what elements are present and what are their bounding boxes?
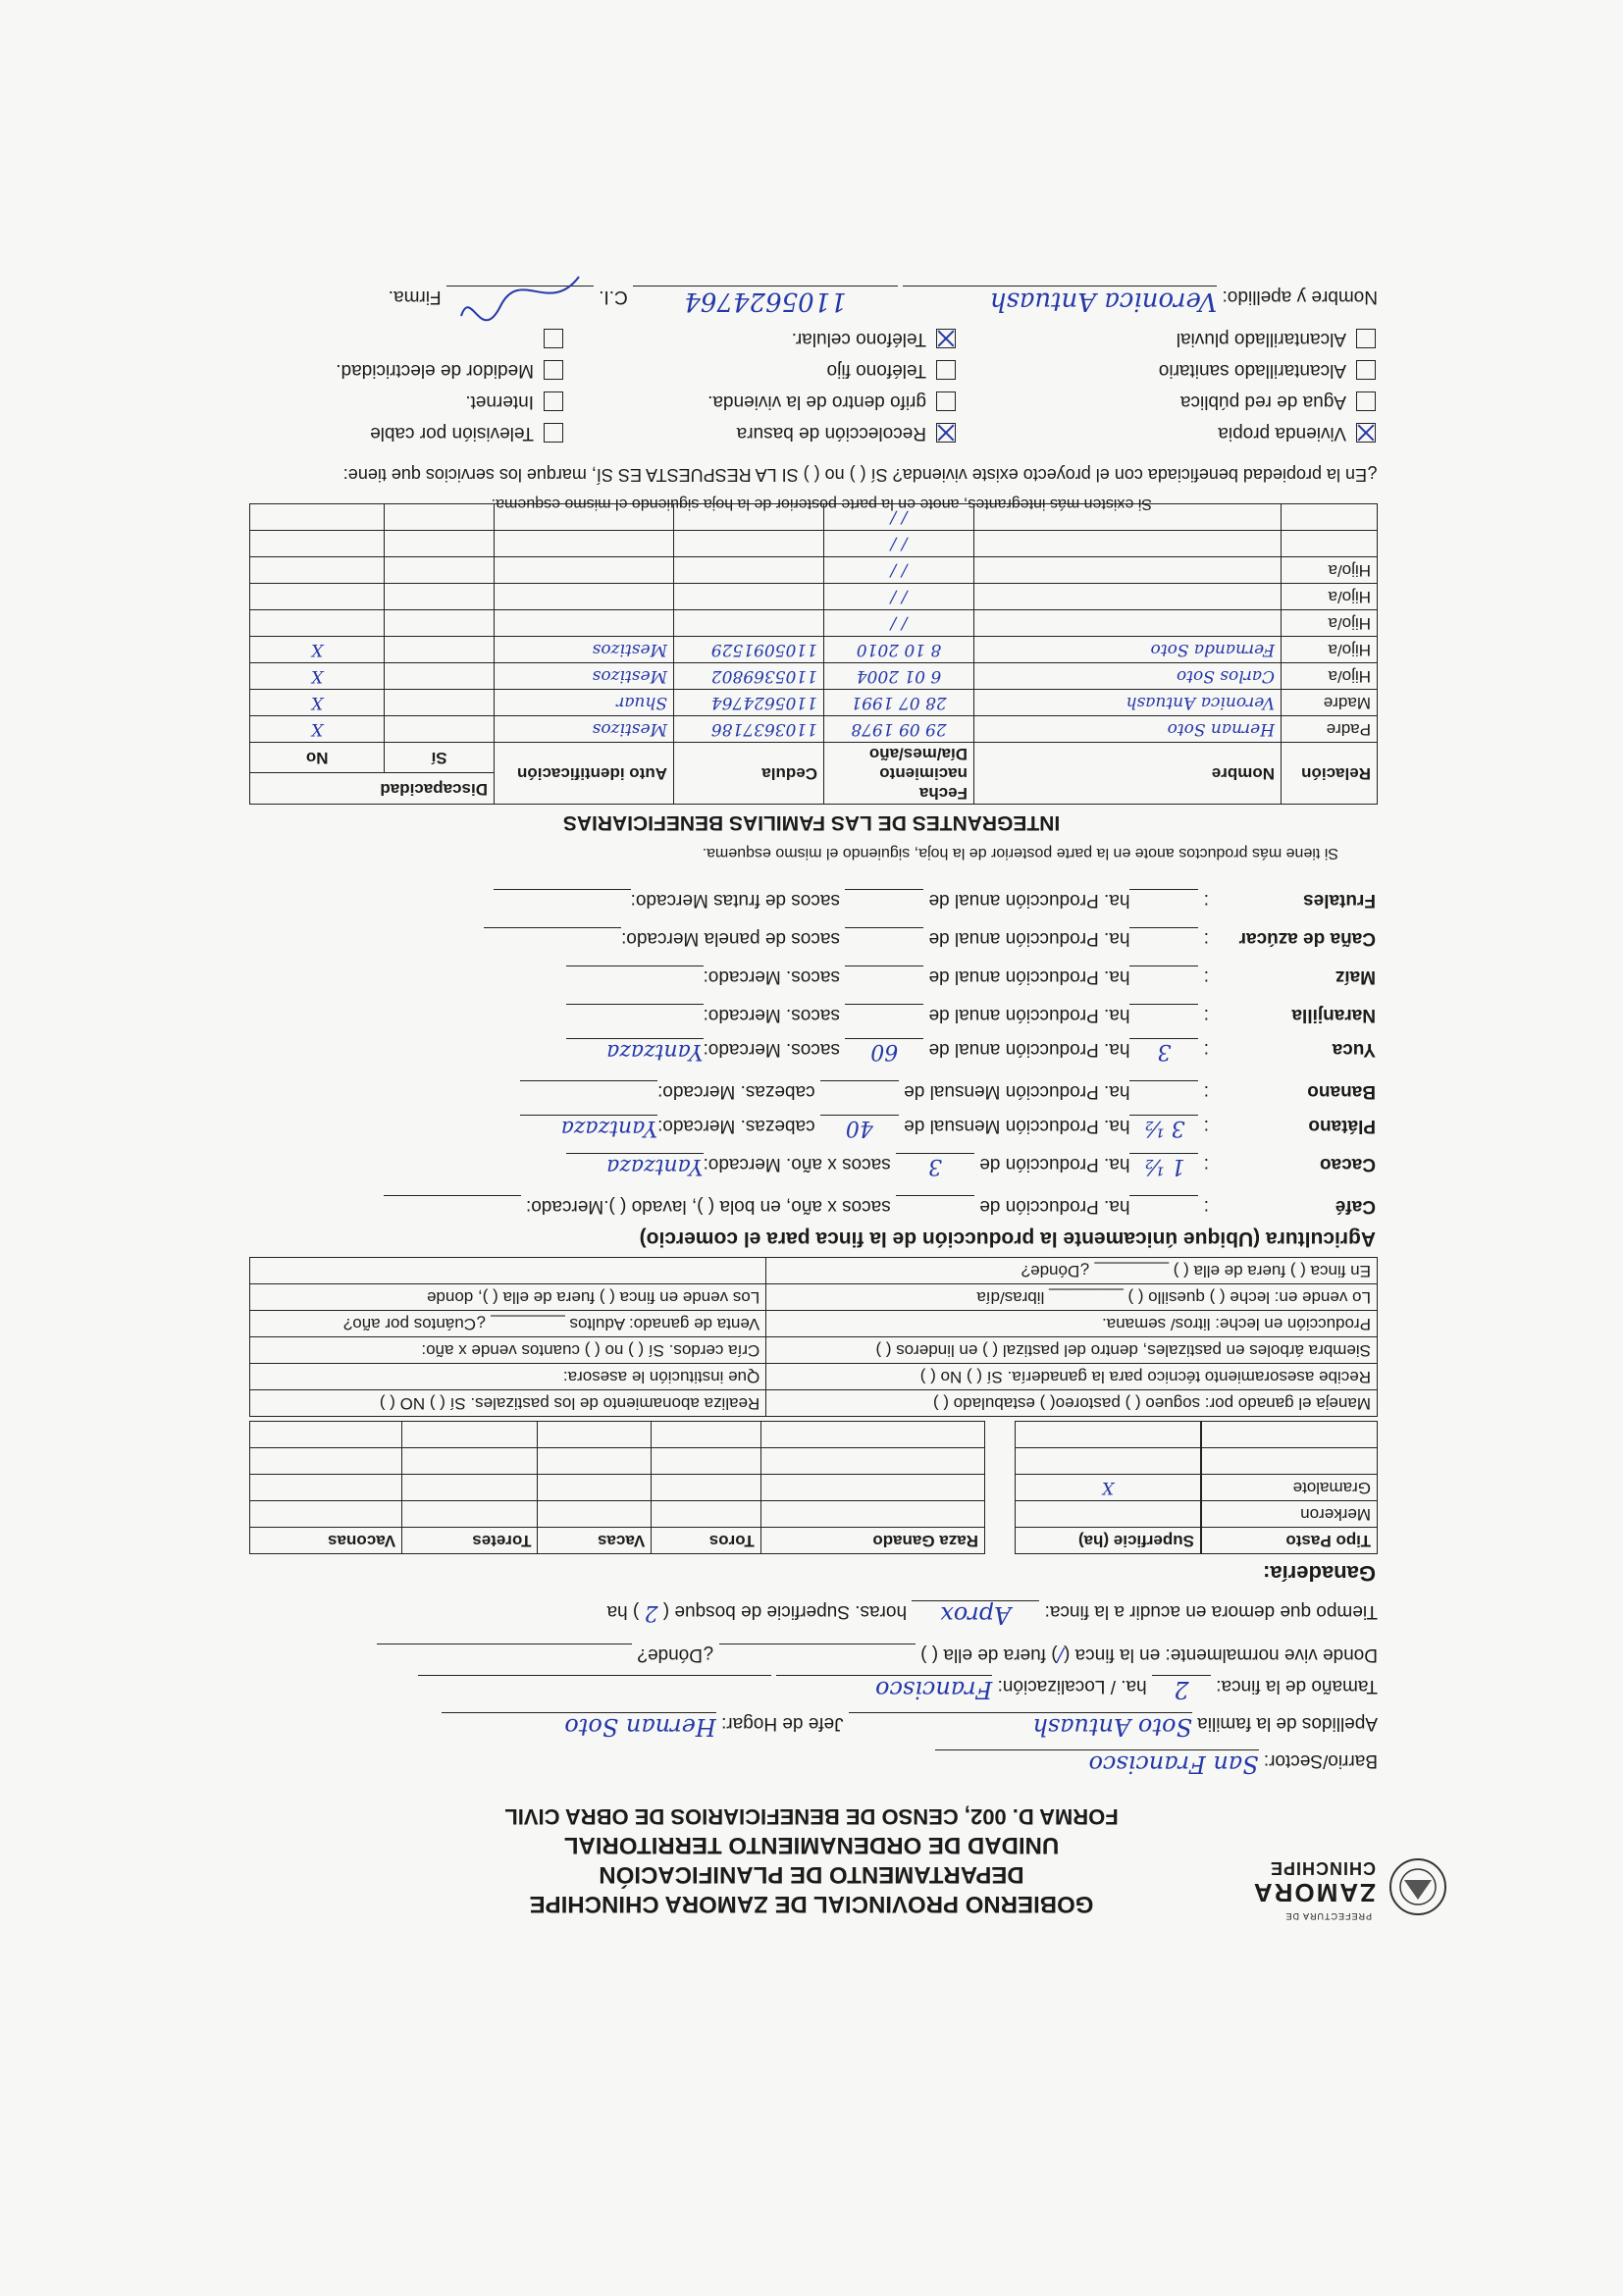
integrante-rel: Hijo/a [1282,610,1378,637]
table-row [250,1284,1378,1311]
table-row [250,584,1378,610]
servicio-item[interactable] [1177,328,1376,349]
table-row [1202,1501,1378,1528]
raza-table [249,1421,985,1554]
servicio-label: Alcantarillado sanitario [1158,360,1346,381]
crop-unit: sacos x año, en bola ( ), lavado ( ).Mercado: [525,1196,891,1217]
tamano-line [418,1675,1378,1703]
integrante-fecha[interactable]: / / [824,531,974,557]
table-cell[interactable]: X [1016,1475,1201,1501]
tiempo-value[interactable]: Aprox [912,1600,1039,1629]
crop-name: Caña de azúcar [1238,928,1376,949]
servicio-item[interactable] [465,391,563,412]
integrante-auto[interactable]: Shuar [495,690,674,716]
leche-cell[interactable]: Producción en leche: litros/ semana. [766,1311,1378,1337]
ha-label: ha. / Localización: [997,1676,1147,1696]
crop-text: ha. Producción anual de [928,928,1130,949]
integrante-fecha[interactable]: / / [824,584,974,610]
crop-unit: sacos. [786,966,840,987]
crop-unit: sacos x año. [786,1154,891,1174]
integrante-rel [1282,504,1378,531]
crop-mercado-label: Mercado: [703,1005,781,1025]
institucion-cell[interactable]: Que institución le asesora: [250,1364,766,1390]
header-unit: UNIDAD DE ORDENAMIENTO TERRITORIAL [563,1832,1060,1858]
integrante-cedula[interactable]: 1103637186 [674,716,824,743]
crop-mercado[interactable] [384,1195,521,1196]
vende-finca-cell[interactable]: Los vende en finca ( ) fuera de ella ( ), donde [250,1284,766,1311]
checkbox[interactable] [936,329,956,348]
table-cell [1202,1422,1378,1448]
table-header: Cedula [674,743,824,805]
crop-unit: sacos. [786,1039,840,1060]
logo-name-1: ZAMORA [1251,1878,1376,1907]
crop-unit: sacos. [786,1005,840,1025]
servicio-item[interactable] [1218,422,1376,444]
crop-name: Naranjilla [1291,1005,1376,1025]
table-header: Raza Ganado [760,1528,984,1554]
servicio-label: Teléfono celular. [791,329,926,349]
crop-unit: sacos de frutas [713,890,840,911]
servicio-item[interactable] [707,391,956,412]
crop-mercado-label: Mercado: [657,1116,736,1136]
apellidos-line [442,1712,1378,1741]
integrante-no[interactable]: X [250,716,385,743]
integrante-rel: Hijo/a [1282,663,1378,690]
ha-end: ) ha [606,1601,640,1622]
crop-qty[interactable] [820,1080,899,1081]
integrante-rel: Madre [1282,690,1378,716]
table-row [1202,1475,1378,1501]
checkbox[interactable] [544,423,563,443]
tiempo-line [607,1600,1378,1629]
servicio-label: Televisión por cable [370,423,534,444]
crop-text: ha. Producción anual de [928,966,1130,987]
signature-mark [451,267,589,326]
table-row [250,663,1378,690]
servicio-item[interactable] [534,328,563,349]
checkbox[interactable] [1356,360,1376,380]
pasto-table [1201,1421,1378,1554]
integrante-no[interactable] [250,584,385,610]
crop-unit: cabezas. [740,1081,815,1102]
servicio-label: Alcantarillado pluvial [1176,329,1346,349]
crop-qty[interactable]: 3 [896,1153,974,1178]
table-row [1016,1422,1201,1448]
checkbox[interactable] [936,360,956,380]
table-cell[interactable] [1016,1448,1201,1475]
table-row [1202,1448,1378,1475]
table-row [1202,1422,1378,1448]
crop-mercado[interactable] [484,927,621,928]
crop-mercado[interactable]: Yantzaza [566,1153,704,1178]
integrante-nombre[interactable] [974,610,1282,637]
localizacion-value[interactable]: Francisco [776,1675,992,1703]
integrante-auto[interactable]: Mestizos [495,716,674,743]
integrante-auto[interactable] [495,531,674,557]
localizacion-extra-line [418,1675,771,1676]
asesoramiento-cell[interactable]: Recibe asesoramiento técnico para la ganadería. Sí ( ) No ( ) [766,1364,1378,1390]
crop-name: Plátano [1308,1116,1376,1136]
integrante-si[interactable] [385,584,495,610]
table-header: No [250,743,385,774]
ganaderia-title: Ganadería: [1263,1561,1376,1586]
header-org: GOBIERNO PROVINCIAL DE ZAMORA CHINCHIPE [529,1891,1094,1917]
servicios-question: ¿En la propiedad beneficiada con el proyecto existe vivienda? Sí ( ) no ( ) SI LA RESPUESTA ES SÍ, marque los servicios que tiene: [342,465,1378,485]
arboles-cell[interactable]: Siembra árboles en pastizales, dentro del pastizal ( ) en linderos ( ) [766,1337,1378,1364]
integrante-si[interactable] [385,610,495,637]
integrante-cedula[interactable] [674,610,824,637]
integrante-nombre[interactable]: Veronica Antuash [974,690,1282,716]
table-row [1202,1528,1378,1554]
table-row [250,1364,1378,1390]
table-row [250,1448,985,1475]
manejo-cell[interactable]: Maneja el ganado por: sogueo ( ) pastoreo( ) estabulado ( ) [766,1390,1378,1417]
crop-mercado[interactable] [566,965,704,966]
integrante-rel: Padre [1282,716,1378,743]
venta-ganado-cell[interactable]: Venta de ganado: Adultos ________ ¿Cuántos por año? [250,1311,766,1337]
integrante-cedula[interactable] [674,584,824,610]
integrante-nombre[interactable]: Carlos Soto [974,663,1282,690]
table-header: Nombre [974,743,1282,805]
crop-mercado[interactable] [520,1080,657,1081]
apellidos-label: Apellidos de la familia [1197,1713,1378,1734]
table-row [250,1422,985,1448]
crop-qty[interactable] [845,927,923,928]
table-cell[interactable] [1016,1422,1201,1448]
table-row [250,1528,985,1554]
table-row [1016,1528,1201,1554]
servicio-label: grifo dentro de la vivienda. [707,391,926,412]
agricultura-title: Agricultura (Ubique únicamente la producción de la finca para el comercio) [639,1227,1376,1250]
integrante-nombre[interactable]: Fernanda Soto [974,637,1282,663]
crop-text: ha. Producción anual de [928,1039,1130,1060]
crop-name: Yuca [1332,1039,1376,1060]
servicio-item[interactable] [1180,391,1376,412]
integrante-rel: Hijo/a [1282,557,1378,584]
table-row [250,637,1378,663]
servicio-item[interactable] [1159,359,1376,381]
crop-mercado-label: Mercado: [621,928,700,949]
crop-mercado[interactable]: Yantzaza [566,1038,704,1064]
table-row [250,1390,1378,1417]
checkbox[interactable] [936,423,956,443]
integrante-no[interactable]: X [250,690,385,716]
servicio-label: Teléfono fijo [826,360,926,381]
table-header: Superficie (ha) [1016,1528,1201,1554]
integrante-fecha[interactable]: 8 10 2010 [824,637,974,663]
barrio-value[interactable]: San Francisco [935,1749,1259,1778]
ci-label: C.I. [599,287,628,307]
servicio-label: Vivienda propia [1218,423,1346,444]
crop-mercado-label: Mercado: [703,1154,781,1174]
cerdos-cell[interactable]: Cría cerdos. Sí ( ) no ( ) cuantos vende x año: [250,1337,766,1364]
horas-label: horas. Superficie de bosque ( [662,1601,908,1622]
integrante-fecha[interactable]: / / [824,610,974,637]
checkbox[interactable] [544,360,563,380]
crop-qty[interactable] [896,1195,974,1196]
crop-mercado[interactable] [494,889,631,890]
crop-text: ha. Producción anual de [928,1005,1130,1025]
donde-label: ¿Dónde? [637,1644,714,1665]
table-row [250,610,1378,637]
integrante-no[interactable] [250,557,385,584]
nombre-value[interactable]: Veronica Antuash [903,286,1217,316]
servicio-item[interactable] [792,328,956,349]
table-cell: Merkeron [1202,1501,1378,1528]
crop-row: Frutales: ha. Producción anual de sacos de frutas Mercado: [494,889,1376,911]
crop-name: Banano [1307,1081,1376,1102]
integrante-si[interactable] [385,637,495,663]
logo-top-text: PREFECTURA DE [1284,1911,1372,1921]
crop-text: ha. Producción anual de [928,890,1130,911]
integrante-cedula[interactable] [674,557,824,584]
servicio-item[interactable] [370,422,563,444]
crop-ha[interactable]: 3 ½ [1129,1115,1198,1140]
integrante-no[interactable] [250,531,385,557]
table-row [250,716,1378,743]
crop-qty[interactable] [845,965,923,966]
agricultura-note: Si tiene más productos anote en la parte posterior de la hoja, siguiendo el mismo esquema. [702,845,1338,861]
integrante-auto[interactable]: Mestizos [495,663,674,690]
firma-label: Firma. [388,287,442,307]
crop-mercado-label: Mercado: [630,890,708,911]
firma-line [389,286,1378,316]
integrante-fecha[interactable]: 6 01 2004 [824,663,974,690]
tamano-value[interactable]: 2 [1152,1675,1211,1703]
crop-qty[interactable] [845,1004,923,1005]
crop-mercado[interactable]: Yantzaza [520,1115,657,1140]
integrante-auto[interactable]: Mestizos [495,637,674,663]
crop-row: Banano: ha. Producción Mensual de cabezas. Mercado: [520,1080,1376,1102]
integrante-si[interactable] [385,531,495,557]
integrante-rel: Hijo/a [1282,637,1378,663]
crop-unit: cabezas. [740,1116,815,1136]
crop-ha[interactable] [1129,889,1198,890]
servicio-item[interactable] [827,359,956,381]
crop-text: ha. Producción de [979,1154,1130,1174]
integrante-no[interactable] [250,610,385,637]
ci-value[interactable]: 1105624764 [633,286,898,316]
integrante-si[interactable] [385,663,495,690]
integrante-si[interactable] [385,557,495,584]
table-cell [1202,1448,1378,1475]
tamano-label: Tamaño de la finca: [1216,1676,1378,1696]
crop-name: Frutales [1303,890,1376,911]
table-row [1016,1501,1201,1528]
crop-ha[interactable] [1129,1195,1198,1196]
table-header: Tipo Pasto [1202,1528,1378,1554]
crop-ha[interactable] [1129,1004,1198,1005]
integrante-cedula[interactable]: 1105624764 [674,690,824,716]
integrante-nombre[interactable]: Hernan Soto [974,716,1282,743]
servicio-item[interactable] [336,359,563,381]
table-header: Toretes [402,1528,538,1554]
checkbox[interactable] [544,391,563,411]
integrante-rel: Hijo/a [1282,584,1378,610]
table-header: Toros [652,1528,761,1554]
crop-row: Caña de azúcar: ha. Producción anual de sacos de panela Mercado: [484,927,1376,949]
integrante-no[interactable]: X [250,663,385,690]
logo-name-2: CHINCHIPE [1269,1858,1376,1878]
crop-ha[interactable] [1129,965,1198,966]
integrante-nombre[interactable] [974,557,1282,584]
integrante-no[interactable]: X [250,637,385,663]
checkbox[interactable] [544,329,563,348]
integrante-fecha[interactable]: / / [824,504,974,531]
table-row [1016,1475,1201,1501]
crop-ha[interactable] [1129,927,1198,928]
checkbox[interactable] [1356,329,1376,348]
signature-field[interactable] [446,286,594,287]
table-row [250,531,1378,557]
integrante-cedula[interactable]: 1105091529 [674,637,824,663]
header-form: FORMA D. 002, CENSO DE BENEFICIARIOS DE OBRA CIVIL [504,1804,1119,1829]
en-finca-cell[interactable]: En finca ( ) fuera de ella ( ) ________ ¿Dónde? [766,1258,1378,1284]
table-header: Vaconas [250,1528,402,1554]
bosque-value[interactable]: 2 [644,1600,658,1625]
integrante-fecha[interactable]: 28 07 1991 [824,690,974,716]
donde-vive-mark[interactable]: / [1057,1644,1064,1666]
header-dept: DEPARTAMENTO DE PLANIFICACIÓN [599,1861,1024,1888]
table-row [250,1337,1378,1364]
nombre-label: Nombre y apellido: [1222,287,1378,307]
integrante-auto[interactable] [495,557,674,584]
jefe-label: Jefe de Hogar: [721,1713,844,1734]
crop-qty[interactable] [845,889,923,890]
table-header: Relación [1282,743,1378,805]
servicio-label: Medidor de electricidad. [336,360,534,381]
integrantes-table [249,503,1378,805]
table-row [250,557,1378,584]
table-row [250,1475,985,1501]
donde-vive-line [377,1644,1378,1666]
integrantes-title: INTEGRANTES DE LAS FAMILIAS BENEFICIARIAS [562,811,1061,834]
integrante-nombre[interactable] [974,531,1282,557]
integrante-cedula[interactable]: 1105369802 [674,663,824,690]
donde-vive-label: Donde vive normalmente: en la finca ( [1064,1644,1378,1665]
integrantes-note: Si existen más integrantes, anote en la parte posterior de la hoja siguiendo el mismo esquema. [491,496,1152,512]
table-header: Fecha nacimiento Día/mes/año [824,743,974,805]
table-row [1016,1448,1201,1475]
crop-name: Café [1335,1196,1376,1217]
integrante-si[interactable] [385,716,495,743]
table-cell[interactable] [1016,1501,1201,1528]
crop-row: Maíz: ha. Producción anual de sacos. Mercado: [566,965,1376,987]
crop-text: ha. Producción Mensual de [904,1081,1130,1102]
crop-text: ha. Producción de [979,1196,1130,1217]
crop-name: Cacao [1319,1154,1376,1174]
table-header: Vacas [538,1528,652,1554]
ganaderia-questions-table [249,1257,1378,1417]
table-row [250,1311,1378,1337]
integrante-fecha[interactable]: 29 09 1978 [824,716,974,743]
table-row [250,1501,985,1528]
crop-mercado-label: Mercado: [703,966,781,987]
table-row [250,773,1378,805]
abonamiento-cell[interactable]: Realiza abonamiento de los pastizales. Sí ( ) NO ( ) [250,1390,766,1417]
checkbox[interactable] [1356,391,1376,411]
servicio-label: Internet. [465,391,534,412]
crop-ha[interactable]: 3 [1129,1038,1198,1064]
crop-ha[interactable]: 1 ½ [1129,1153,1198,1178]
crop-name: Maíz [1335,966,1376,987]
checkbox[interactable] [936,391,956,411]
crop-ha[interactable] [1129,1080,1198,1081]
crop-mercado[interactable] [566,1004,704,1005]
integrante-si[interactable] [385,504,495,531]
servicio-label: Agua de red pública [1179,391,1346,412]
crop-qty[interactable]: 60 [845,1038,923,1064]
table-cell: Gramalote [1202,1475,1378,1501]
table-header: Auto identificación [495,743,674,805]
tiempo-label: Tiempo que demora en acudir a la finca: [1044,1601,1378,1622]
crop-mercado-label: Mercado: [657,1081,736,1102]
crop-row: Yuca: 3ha. Producción anual de 60 sacos. Mercado:Yantzaza [566,1038,1376,1064]
crop-mercado-label: Mercado: [703,1039,781,1060]
crop-row: Café: ha. Producción de sacos x año, en bola ( ), lavado ( ).Mercado: [384,1195,1376,1217]
apellidos-value[interactable]: Soto Antuash [849,1712,1192,1741]
donde-vive-rest: ) fuera de ella ( ) [920,1644,1058,1665]
barrio-line [935,1749,1378,1778]
table-row [250,1258,1378,1284]
barrio-label: Barrio/Sector: [1263,1750,1378,1771]
integrante-rel [1282,531,1378,557]
crop-row: Naranjilla: ha. Producción anual de sacos. Mercado: [566,1004,1376,1025]
integrante-auto[interactable] [495,610,674,637]
servicio-label: Recolección de basura [736,423,926,444]
integrante-si[interactable] [385,690,495,716]
integrante-fecha[interactable]: / / [824,557,974,584]
table-header: Discapacidad [250,773,495,805]
jefe-value[interactable]: Hernan Soto [442,1712,716,1741]
crop-row: Plátano: 3 ½ha. Producción Mensual de 40 cabezas. Mercado:Yantzaza [520,1115,1376,1140]
superficie-table [1015,1421,1201,1554]
integrante-auto[interactable] [495,584,674,610]
integrante-no[interactable] [250,504,385,531]
integrante-nombre[interactable] [974,584,1282,610]
checkbox[interactable] [1356,423,1376,443]
integrante-cedula[interactable] [674,531,824,557]
crop-unit: sacos de panela [704,928,840,949]
crop-row: Cacao: 1 ½ha. Producción de 3 sacos x año. Mercado:Yantzaza [566,1153,1376,1178]
crop-text: ha. Producción Mensual de [904,1116,1130,1136]
vende-en-cell[interactable]: Lo vende en: leche ( ) quesillo ( ) ________ libras/día [766,1284,1378,1311]
table-row [250,690,1378,716]
table-header: Sí [385,743,495,774]
servicio-item[interactable] [737,422,956,444]
crop-qty[interactable]: 40 [820,1115,899,1140]
